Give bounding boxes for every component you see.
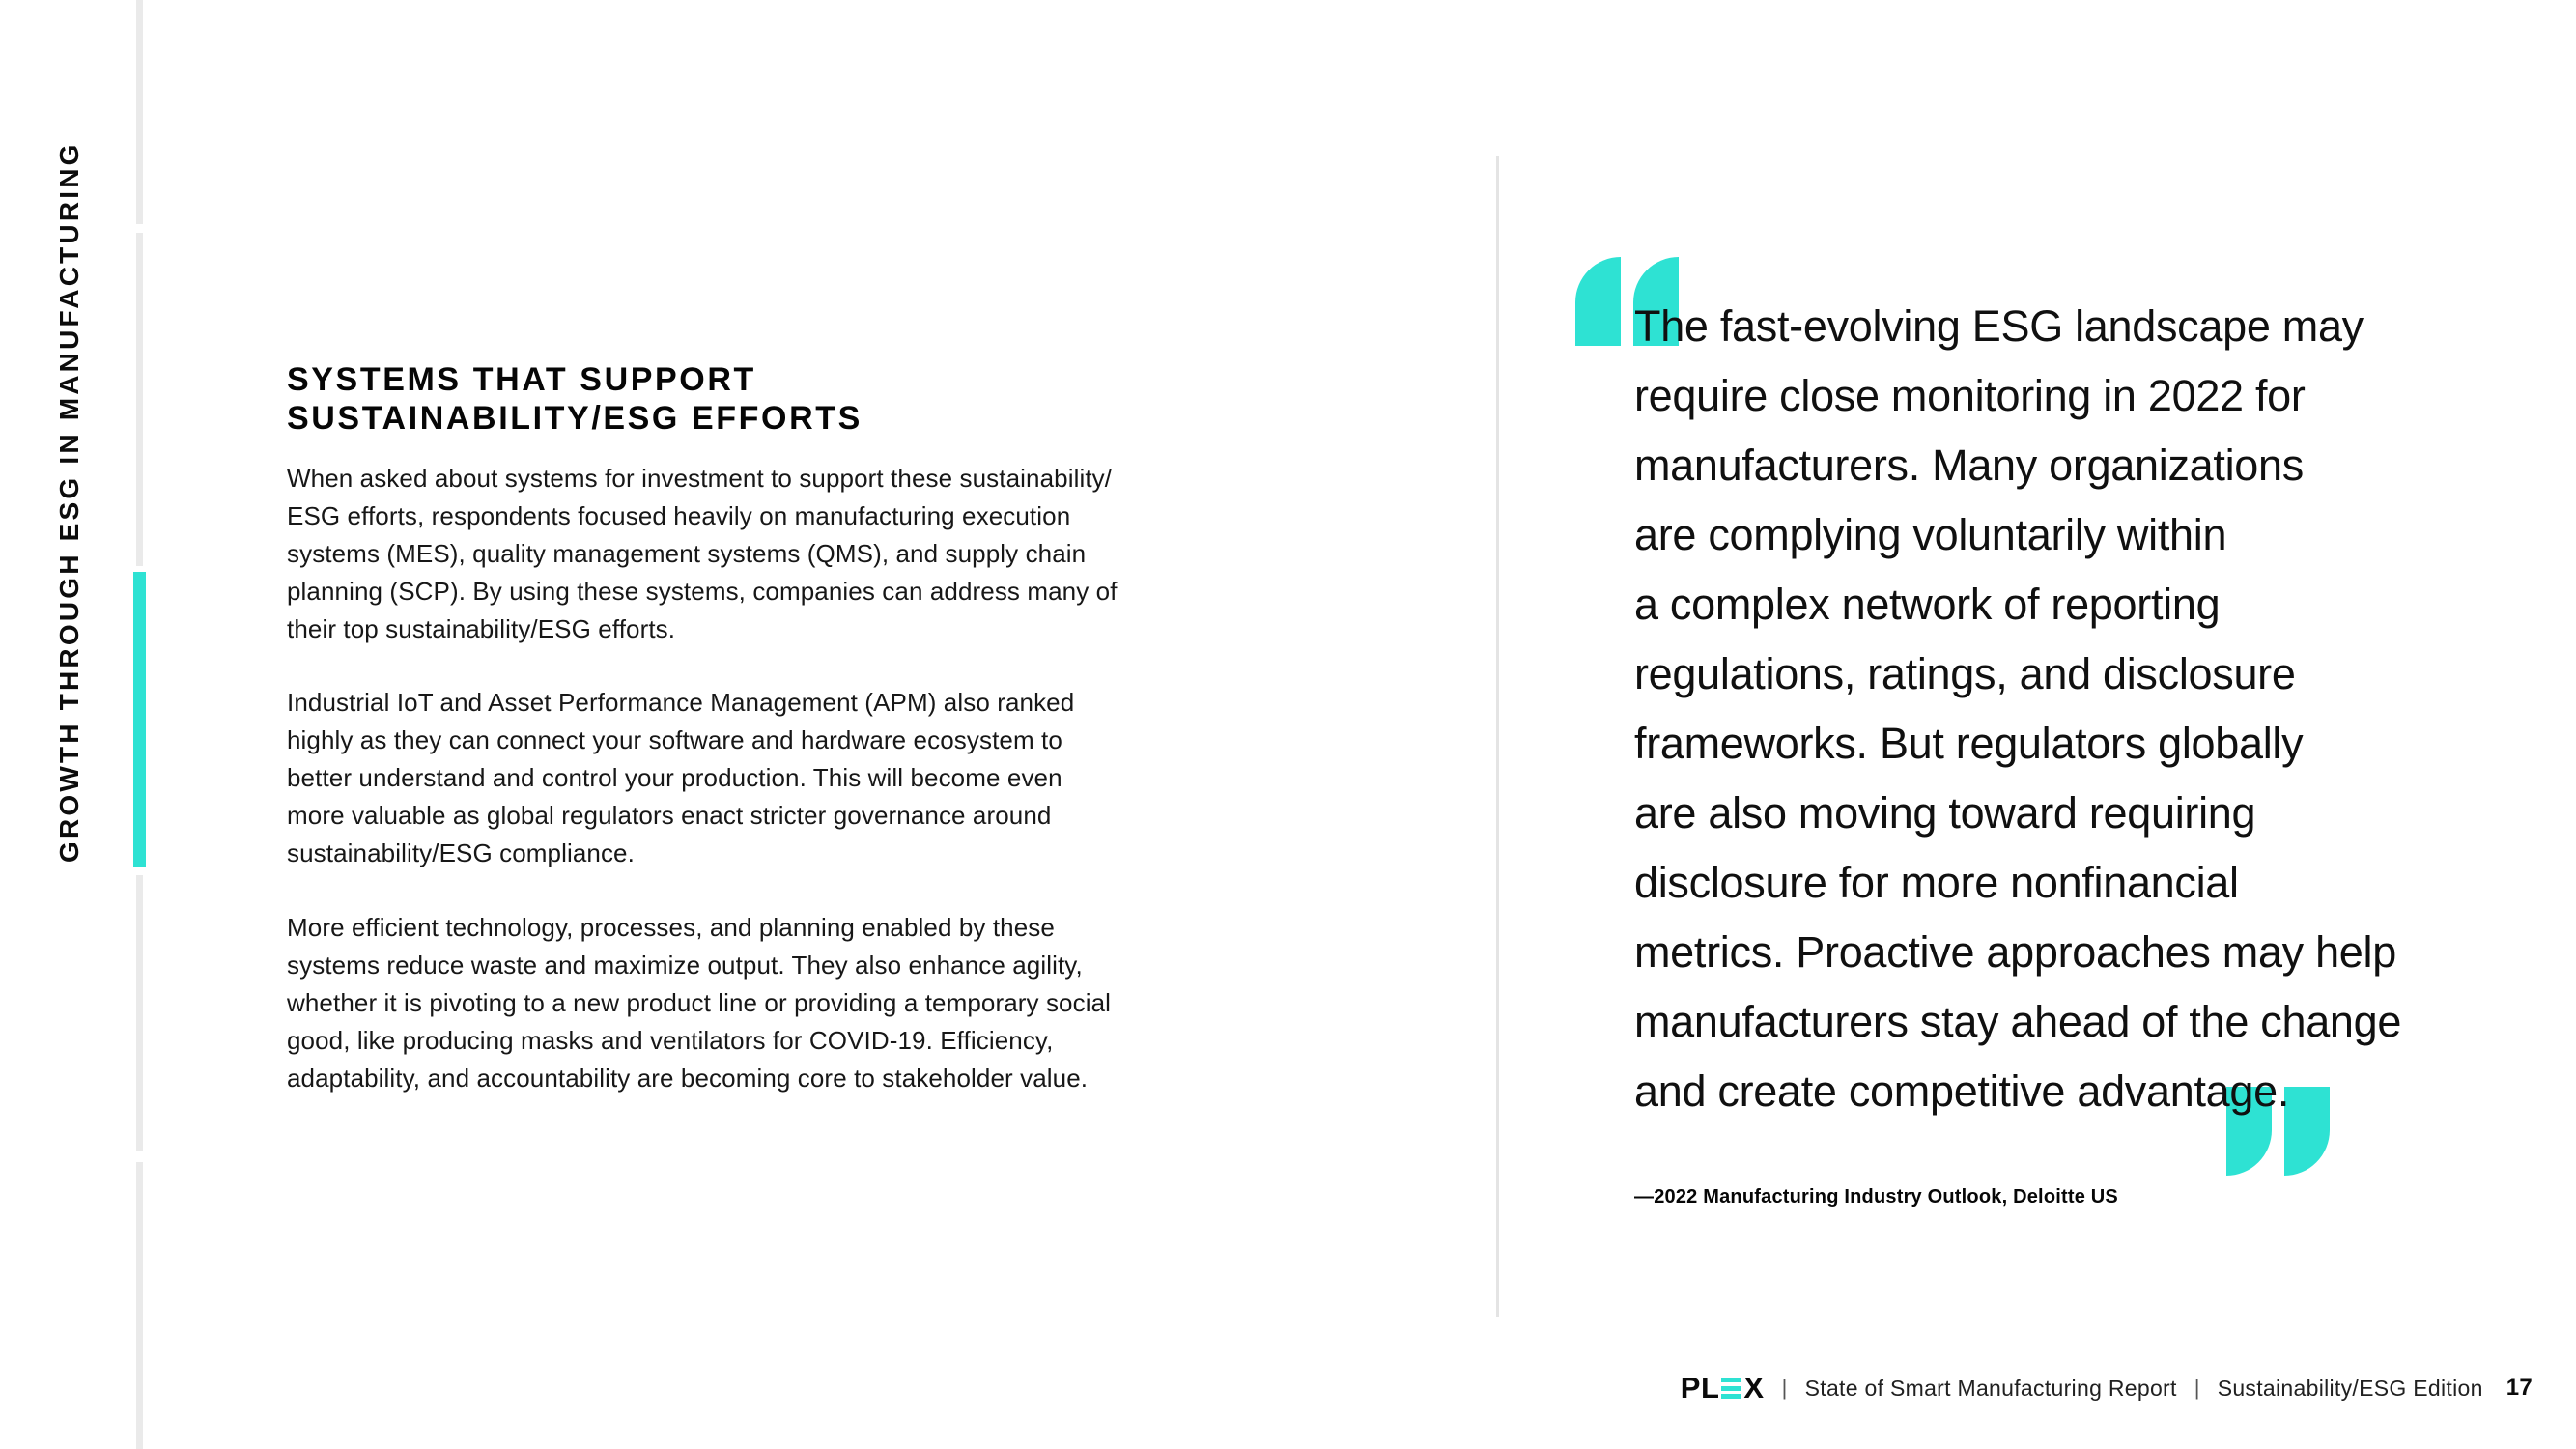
- quote-mark: [1575, 257, 1621, 346]
- text-line: ESG efforts, respondents focused heavily on manufacturing execution: [287, 501, 1071, 530]
- page-number: 17: [2505, 1375, 2533, 1401]
- body-paragraph: [287, 909, 1111, 1097]
- text-line: More efficient technology, processes, and planning enabled by these: [287, 913, 1055, 942]
- footer-edition: Sustainability/ESG Edition: [2217, 1375, 2483, 1401]
- text-line: systems (MES), quality management systems (QMS), and supply chain: [287, 539, 1087, 568]
- text-line: When asked about systems for investment to support these sustainability/: [287, 464, 1113, 493]
- rail-segment: [136, 233, 143, 566]
- text-line: disclosure for more nonfinancial: [1634, 858, 2239, 907]
- column-divider: [1496, 156, 1499, 1317]
- section-heading: [287, 360, 863, 438]
- text-line: The fast-evolving ESG landscape may: [1634, 301, 2364, 351]
- text-line: frameworks. But regulators globally: [1634, 719, 2304, 768]
- text-line: metrics. Proactive approaches may help: [1634, 927, 2396, 977]
- text-line: regulations, ratings, and disclosure: [1634, 649, 2296, 698]
- plex-logo-x: X: [1743, 1371, 1765, 1405]
- text-line: highly as they can connect your software and hardware ecosystem to: [287, 725, 1062, 754]
- rail-segment: [136, 875, 143, 1151]
- body-paragraph: [287, 684, 1074, 872]
- text-line: are also moving toward requiring: [1634, 788, 2256, 838]
- text-line: a complex network of reporting: [1634, 580, 2221, 629]
- text-line: good, like producing masks and ventilators for COVID-19. Efficiency,: [287, 1026, 1054, 1055]
- text-line: manufacturers stay ahead of the change: [1634, 997, 2402, 1046]
- text-line: whether it is pivoting to a new product line or providing a temporary social: [287, 988, 1112, 1017]
- plex-logo-pl: PL: [1680, 1371, 1720, 1405]
- page-footer: [1681, 1372, 2533, 1405]
- text-line: more valuable as global regulators enact stricter governance around: [287, 801, 1052, 830]
- chapter-vertical-label: GROWTH THROUGH ESG IN MANUFACTURING: [54, 141, 84, 863]
- text-line: better understand and control your production. This will become even: [287, 763, 1062, 792]
- rail-segment: [136, 0, 143, 224]
- text-line: planning (SCP). By using these systems, companies can address many of: [287, 577, 1118, 606]
- text-line: are complying voluntarily within: [1634, 510, 2227, 559]
- footer-report-name: State of Smart Manufacturing Report: [1804, 1375, 2177, 1401]
- text-line: Industrial IoT and Asset Performance Management (APM) also ranked: [287, 688, 1075, 717]
- text-line: and create competitive advantage.: [1634, 1066, 2290, 1116]
- text-line: SYSTEMS THAT SUPPORT: [287, 360, 756, 398]
- text-line: require close monitoring in 2022 for: [1634, 371, 2306, 420]
- rail-segment: [136, 1162, 143, 1449]
- footer-separator: |: [1781, 1376, 1788, 1400]
- body-paragraph: [287, 460, 1118, 648]
- footer-separator: |: [2194, 1376, 2200, 1400]
- text-line: sustainability/ESG compliance.: [287, 838, 635, 867]
- plex-logo: [1681, 1371, 1765, 1406]
- plex-logo-e-bars-icon: [1721, 1378, 1741, 1399]
- text-line: adaptability, and accountability are becoming core to stakeholder value.: [287, 1064, 1089, 1093]
- text-line: manufacturers. Many organizations: [1634, 440, 2304, 490]
- text-line: SUSTAINABILITY/ESG EFFORTS: [287, 399, 863, 437]
- quote-attribution: —2022 Manufacturing Industry Outlook, Deloitte US: [1634, 1186, 2118, 1208]
- text-line: their top sustainability/ESG efforts.: [287, 614, 676, 643]
- rail-accent-segment: [133, 572, 146, 867]
- pull-quote: [1634, 292, 2401, 1126]
- text-line: systems reduce waste and maximize output. They also enhance agility,: [287, 951, 1083, 980]
